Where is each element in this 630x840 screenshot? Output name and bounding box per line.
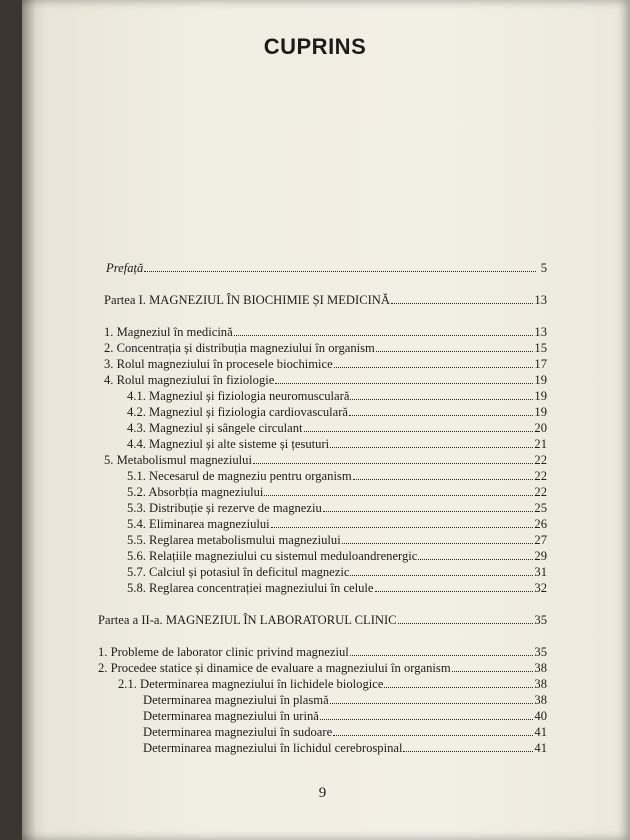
toc-entry — [143, 741, 547, 755]
toc-entry-label: Partea a II-a. MAGNEZIUL ÎN LABORATORUL CLINIC — [98, 613, 397, 627]
toc-entry-page: 32 — [534, 581, 547, 595]
toc-entry-label: 4.3. Magneziul și sângele circulant — [127, 421, 303, 435]
toc-entry-label: 4.4. Magneziul și alte sisteme și țesuturi — [127, 437, 330, 451]
toc-entry — [143, 693, 547, 707]
toc-entry — [127, 437, 547, 451]
toc-entry — [127, 389, 547, 403]
toc-leader-dots — [349, 405, 533, 416]
toc-entry-page: 13 — [534, 325, 547, 339]
toc-entry — [127, 501, 547, 515]
toc-entry-page: 19 — [534, 389, 547, 403]
toc-entry-page: 38 — [534, 677, 547, 691]
toc-entry — [127, 581, 547, 595]
toc-entry-label: Prefață — [106, 261, 144, 275]
toc-entry-page: 31 — [534, 565, 547, 579]
toc-entry-label: 5.4. Eliminarea magneziului — [127, 517, 270, 531]
page-number: 9 — [318, 785, 327, 801]
toc-entry-page: 40 — [534, 709, 547, 723]
toc-entry-label: Determinarea magneziului în urină — [143, 709, 319, 723]
toc-entry — [143, 709, 547, 723]
toc-entry-label: Determinarea magneziului în lichidul cerebrospinal — [143, 741, 403, 755]
toc-leader-dots — [342, 533, 534, 544]
toc-leader-dots — [264, 485, 533, 496]
toc-entry — [143, 725, 547, 739]
toc-entry — [104, 453, 547, 467]
toc-entry-label: 2. Concentrația și distribuția magneziului în organism — [104, 341, 375, 355]
toc-entry-page: 17 — [534, 357, 547, 371]
toc-entry-label: 5.5. Reglarea metabolismului magneziului — [127, 533, 341, 547]
toc-entry-page: 25 — [534, 501, 547, 515]
toc-leader-dots — [350, 389, 533, 400]
page-title: CUPRINS — [263, 34, 367, 59]
toc-leader-dots — [330, 693, 534, 704]
toc-entry — [104, 325, 547, 339]
toc-entry-label: 1. Magneziul în medicină — [104, 325, 233, 339]
toc-leader-dots — [304, 421, 534, 432]
toc-leader-dots — [398, 613, 534, 624]
toc-leader-dots — [452, 661, 534, 672]
toc-leader-dots — [376, 341, 534, 352]
toc-entry-page: 29 — [534, 549, 547, 563]
toc-entry — [127, 421, 547, 435]
toc-entry — [104, 373, 547, 387]
toc-entry-label: 3. Rolul magneziului în procesele biochimice — [104, 357, 333, 371]
toc-entry-page: 35 — [534, 613, 547, 627]
toc-entry-label: 5.6. Relațiile magneziului cu sistemul meduloandrenergic — [127, 549, 418, 563]
toc-entry-page: 19 — [534, 373, 547, 387]
toc-entry — [127, 565, 547, 579]
toc-leader-dots — [375, 581, 534, 592]
toc-entry — [127, 485, 547, 499]
toc-entry — [106, 261, 547, 275]
toc-entry-label: 5.1. Necesarul de magneziu pentru organism — [127, 469, 352, 483]
toc-leader-dots — [384, 677, 533, 688]
toc-leader-dots — [350, 565, 533, 576]
toc-leader-dots — [353, 469, 534, 480]
toc-entry-label: 5.7. Calciul și potasiul în deficitul magnezic — [127, 565, 350, 579]
toc-leader-dots — [320, 709, 534, 720]
toc-entry-page: 15 — [534, 341, 547, 355]
toc-leader-dots — [418, 549, 533, 560]
toc-leader-dots — [334, 357, 534, 368]
toc-leader-dots — [391, 293, 533, 304]
toc-entry — [98, 661, 547, 675]
toc-entry — [98, 613, 547, 627]
toc-entry-label: 2.1. Determinarea magneziului în lichidele biologice — [118, 677, 384, 691]
toc-leader-dots — [275, 373, 533, 384]
toc-leader-dots — [403, 741, 533, 752]
toc-entry-label: 4.1. Magneziul și fiziologia neuromusculară — [127, 389, 350, 403]
toc-entry — [104, 357, 547, 371]
toc-entry-page: 21 — [534, 437, 547, 451]
toc-entry-page: 38 — [534, 661, 547, 675]
toc-entry-label: 1. Probleme de laborator clinic privind magneziul — [98, 645, 349, 659]
toc-entry-page: 5 — [540, 261, 547, 275]
toc-entry-page: 13 — [534, 293, 547, 307]
toc-entry-label: 5.3. Distribuție și rezerve de magneziu — [127, 501, 322, 515]
toc-entry-page: 38 — [534, 693, 547, 707]
toc-leader-dots — [144, 261, 536, 272]
toc-entry-page: 22 — [534, 469, 547, 483]
toc-entry-page: 22 — [534, 453, 547, 467]
toc-entry-label: 5.8. Reglarea concentrației magneziului în celule — [127, 581, 374, 595]
toc-entry — [98, 645, 547, 659]
toc-entry — [127, 469, 547, 483]
toc-entry — [127, 517, 547, 531]
toc-entry-page: 41 — [534, 725, 547, 739]
toc-leader-dots — [253, 453, 533, 464]
toc-entry-label: Determinarea magneziului în sudoare — [143, 725, 333, 739]
toc-entry-label: Determinarea magneziului în plasmă — [143, 693, 329, 707]
toc-entry-page: 41 — [534, 741, 547, 755]
toc-leader-dots — [234, 325, 534, 336]
toc-entry-label: 2. Procedee statice și dinamice de evaluare a magneziului în organism — [98, 661, 451, 675]
toc-entry-label: 5.2. Absorbția magneziului — [127, 485, 264, 499]
toc-leader-dots — [271, 517, 534, 528]
toc-entry — [104, 293, 547, 307]
toc-entry — [104, 341, 547, 355]
toc-entry-page: 20 — [534, 421, 547, 435]
toc-entry-page: 27 — [534, 533, 547, 547]
toc-entry-page: 19 — [534, 405, 547, 419]
toc-leader-dots — [350, 645, 534, 656]
toc-entry-label: Partea I. MAGNEZIUL ÎN BIOCHIMIE ȘI MEDICINĂ — [104, 293, 390, 307]
toc-entry — [118, 677, 547, 691]
toc-entry-label: 4.2. Magneziul și fiziologia cardiovasculară — [127, 405, 349, 419]
toc-entry-page: 22 — [534, 485, 547, 499]
toc-entry — [127, 549, 547, 563]
toc-leader-dots — [330, 437, 533, 448]
toc-entry-page: 26 — [534, 517, 547, 531]
toc-leader-dots — [333, 725, 533, 736]
toc-entry-label: 5. Metabolismul magneziului — [104, 453, 252, 467]
toc-entry-label: 4. Rolul magneziului în fiziologie — [104, 373, 275, 387]
toc-entry — [127, 533, 547, 547]
toc-leader-dots — [323, 501, 534, 512]
toc-entry-page: 35 — [534, 645, 547, 659]
toc-entry — [127, 405, 547, 419]
